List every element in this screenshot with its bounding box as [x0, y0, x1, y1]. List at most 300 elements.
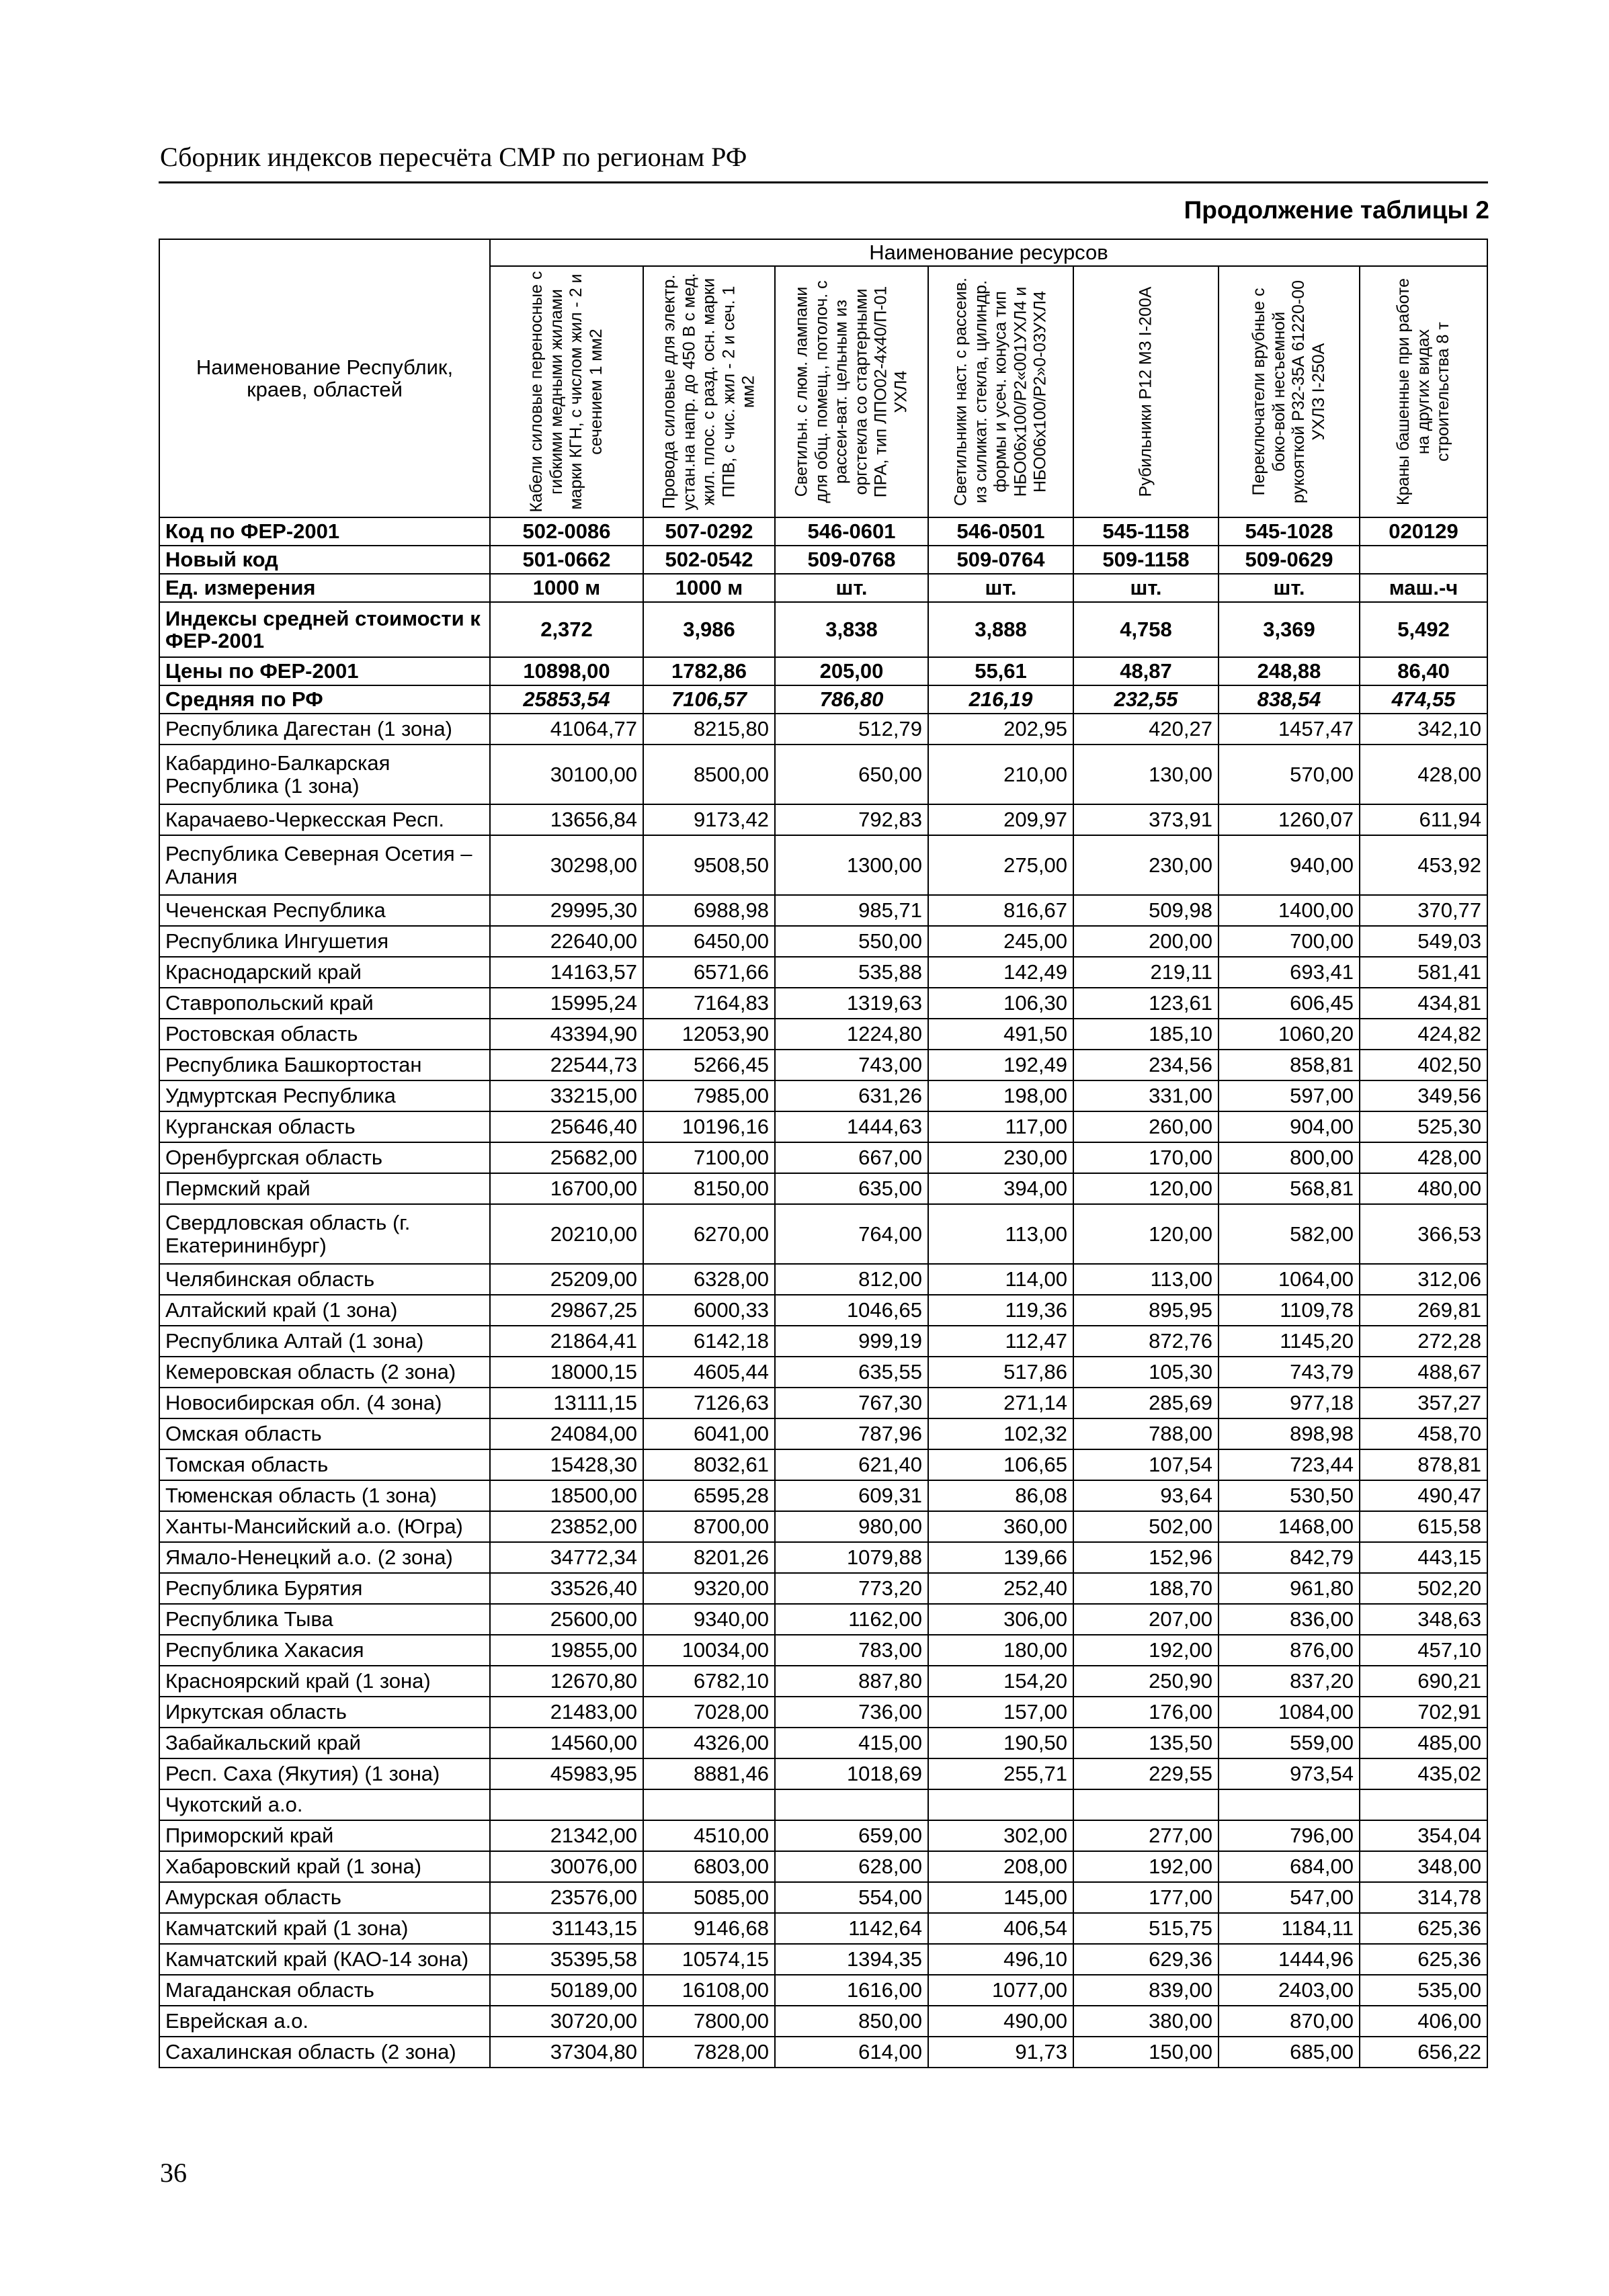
value-cell: 2403,00	[1219, 1975, 1360, 2006]
value-cell: 207,00	[1073, 1604, 1219, 1635]
value-cell: 9508,50	[643, 835, 775, 895]
value-cell: 702,91	[1360, 1697, 1487, 1728]
value-cell: 30100,00	[490, 745, 643, 804]
value-cell: 21342,00	[490, 1820, 643, 1851]
region-name: Республика Бурятия	[159, 1573, 490, 1604]
value-cell: 985,71	[775, 895, 928, 926]
value-cell: 434,81	[1360, 988, 1487, 1019]
meta-cell: 7106,57	[643, 685, 775, 714]
value-cell: 43394,90	[490, 1019, 643, 1050]
value-cell: 783,00	[775, 1635, 928, 1666]
value-cell: 5266,45	[643, 1050, 775, 1080]
value-cell: 787,96	[775, 1418, 928, 1449]
value-cell: 29867,25	[490, 1295, 643, 1326]
value-cell: 525,30	[1360, 1111, 1487, 1142]
value-cell: 7164,83	[643, 988, 775, 1019]
value-cell: 269,81	[1360, 1295, 1487, 1326]
value-cell: 18500,00	[490, 1480, 643, 1511]
region-name: Камчатский край (1 зона)	[159, 1913, 490, 1944]
value-cell: 260,00	[1073, 1111, 1219, 1142]
table-row	[159, 1697, 1487, 1728]
value-cell: 428,00	[1360, 745, 1487, 804]
region-name: Алтайский край (1 зона)	[159, 1295, 490, 1326]
value-cell: 349,56	[1360, 1080, 1487, 1111]
value-cell: 7985,00	[643, 1080, 775, 1111]
resource-column-header	[1219, 266, 1360, 517]
region-column-header: Наименование Республик, краев, областей	[159, 239, 490, 517]
resource-column-name: Светильники наст. с рассеив. из силикат. стекла, цилиндр. формы и усеч. конуса тип НБО06х100/Р2«001УХЛ4 и НБО06х100/Р2»0-03УХЛ4	[951, 278, 1050, 506]
value-cell: 6000,33	[643, 1295, 775, 1326]
value-cell: 609,31	[775, 1480, 928, 1511]
value-cell: 1162,00	[775, 1604, 928, 1635]
table-row	[159, 926, 1487, 957]
value-cell: 219,11	[1073, 957, 1219, 988]
value-cell: 850,00	[775, 2006, 928, 2037]
value-cell: 234,56	[1073, 1050, 1219, 1080]
value-cell: 876,00	[1219, 1635, 1360, 1666]
value-cell: 105,30	[1073, 1357, 1219, 1388]
value-cell: 685,00	[1219, 2037, 1360, 2068]
value-cell: 812,00	[775, 1264, 928, 1295]
value-cell: 154,20	[928, 1666, 1073, 1697]
value-cell: 21864,41	[490, 1326, 643, 1357]
value-cell: 198,00	[928, 1080, 1073, 1111]
region-name: Ставропольский край	[159, 988, 490, 1019]
page-header-title: Сборник индексов пересчёта СМР по регионам РФ	[160, 142, 747, 172]
resource-column-name: Кабели силовые переносные с гибкими медными жилами марки КГН, с числом жил - 2 и сечением 1 мм2	[527, 271, 606, 513]
table-row	[159, 895, 1487, 926]
value-cell: 24084,00	[490, 1418, 643, 1449]
value-cell: 6782,10	[643, 1666, 775, 1697]
value-cell: 559,00	[1219, 1728, 1360, 1758]
region-name: Курганская область	[159, 1111, 490, 1142]
table-row	[159, 1204, 1487, 1264]
resource-column-name: Светильн. с люм. лампами для общ. помещ., потолоч. с рассеи-ват. цельным из оргстекла со стартерными ПРА, тип ЛПО02-4х40/П-01 УХЛ4	[792, 280, 910, 503]
table-row	[159, 1635, 1487, 1666]
value-cell: 1444,63	[775, 1111, 928, 1142]
value-cell: 568,81	[1219, 1173, 1360, 1204]
value-cell: 635,55	[775, 1357, 928, 1388]
value-cell: 9173,42	[643, 804, 775, 835]
meta-cell: 1782,86	[643, 657, 775, 685]
value-cell: 792,83	[775, 804, 928, 835]
region-name: Кабардино-Балкарская Республика (1 зона)	[159, 745, 490, 804]
value-cell: 490,47	[1360, 1480, 1487, 1511]
meta-cell: 5,492	[1360, 602, 1487, 657]
meta-cell: маш.-ч	[1360, 574, 1487, 602]
value-cell: 6988,98	[643, 895, 775, 926]
value-cell: 8881,46	[643, 1758, 775, 1789]
value-cell: 458,70	[1360, 1418, 1487, 1449]
value-cell: 6450,00	[643, 926, 775, 957]
value-cell: 1319,63	[775, 988, 928, 1019]
value-cell: 496,10	[928, 1944, 1073, 1975]
table-row	[159, 714, 1487, 745]
value-cell: 120,00	[1073, 1204, 1219, 1264]
value-cell: 428,00	[1360, 1142, 1487, 1173]
value-cell: 453,92	[1360, 835, 1487, 895]
value-cell: 606,45	[1219, 988, 1360, 1019]
meta-cell: 3,986	[643, 602, 775, 657]
value-cell: 312,06	[1360, 1264, 1487, 1295]
value-cell: 872,76	[1073, 1326, 1219, 1357]
value-cell: 488,67	[1360, 1357, 1487, 1388]
value-cell: 6142,18	[643, 1326, 775, 1357]
table-row	[159, 1111, 1487, 1142]
value-cell: 1616,00	[775, 1975, 928, 2006]
value-cell: 176,00	[1073, 1697, 1219, 1728]
value-cell: 6571,66	[643, 957, 775, 988]
region-name: Ханты-Мансийский а.о. (Югра)	[159, 1511, 490, 1542]
table-row	[159, 1173, 1487, 1204]
value-cell: 23576,00	[490, 1882, 643, 1913]
table-row	[159, 1142, 1487, 1173]
value-cell: 185,10	[1073, 1019, 1219, 1050]
value-cell: 858,81	[1219, 1050, 1360, 1080]
value-cell: 275,00	[928, 835, 1073, 895]
value-cell: 402,50	[1360, 1050, 1487, 1080]
value-cell: 415,00	[775, 1728, 928, 1758]
region-name: Оренбургская область	[159, 1142, 490, 1173]
meta-cell: 3,838	[775, 602, 928, 657]
value-cell: 91,73	[928, 2037, 1073, 2068]
value-cell: 14560,00	[490, 1728, 643, 1758]
meta-cell: 546-0501	[928, 517, 1073, 546]
value-cell: 106,65	[928, 1449, 1073, 1480]
value-cell	[1073, 1789, 1219, 1820]
region-name: Приморский край	[159, 1820, 490, 1851]
value-cell: 480,00	[1360, 1173, 1487, 1204]
value-cell: 380,00	[1073, 2006, 1219, 2037]
value-cell: 723,44	[1219, 1449, 1360, 1480]
meta-cell: 509-0629	[1219, 546, 1360, 574]
value-cell: 34772,34	[490, 1542, 643, 1573]
value-cell: 145,00	[928, 1882, 1073, 1913]
value-cell: 373,91	[1073, 804, 1219, 835]
value-cell	[1360, 1789, 1487, 1820]
value-cell: 25646,40	[490, 1111, 643, 1142]
value-cell: 119,36	[928, 1295, 1073, 1326]
value-cell: 773,20	[775, 1573, 928, 1604]
value-cell: 940,00	[1219, 835, 1360, 895]
header-divider	[159, 181, 1488, 183]
value-cell: 348,00	[1360, 1851, 1487, 1882]
value-cell: 142,49	[928, 957, 1073, 988]
value-cell: 1300,00	[775, 835, 928, 895]
value-cell: 6041,00	[643, 1418, 775, 1449]
region-name: Иркутская область	[159, 1697, 490, 1728]
table-row	[159, 1604, 1487, 1635]
value-cell: 6595,28	[643, 1480, 775, 1511]
region-name: Хабаровский край (1 зона)	[159, 1851, 490, 1882]
value-cell: 4605,44	[643, 1357, 775, 1388]
meta-cell: 545-1028	[1219, 517, 1360, 546]
value-cell: 517,86	[928, 1357, 1073, 1388]
meta-row	[159, 602, 1487, 657]
value-cell: 342,10	[1360, 714, 1487, 745]
region-name: Ямало-Ненецкий а.о. (2 зона)	[159, 1542, 490, 1573]
meta-cell: 474,55	[1360, 685, 1487, 714]
value-cell	[643, 1789, 775, 1820]
value-cell: 406,00	[1360, 2006, 1487, 2037]
meta-row-label: Средняя по РФ	[159, 685, 490, 714]
region-name: Амурская область	[159, 1882, 490, 1913]
value-cell: 357,27	[1360, 1388, 1487, 1418]
value-cell: 16108,00	[643, 1975, 775, 2006]
value-cell: 10574,15	[643, 1944, 775, 1975]
value-cell: 1064,00	[1219, 1264, 1360, 1295]
region-name: Свердловская область (г. Екатерининбург)	[159, 1204, 490, 1264]
meta-cell: 1000 м	[490, 574, 643, 602]
value-cell: 20210,00	[490, 1204, 643, 1264]
value-cell: 35395,58	[490, 1944, 643, 1975]
value-cell: 485,00	[1360, 1728, 1487, 1758]
table-row	[159, 1511, 1487, 1542]
table-row	[159, 1295, 1487, 1326]
value-cell: 582,00	[1219, 1204, 1360, 1264]
value-cell: 615,58	[1360, 1511, 1487, 1542]
region-name: Челябинская область	[159, 1264, 490, 1295]
value-cell: 230,00	[1073, 835, 1219, 895]
value-cell: 406,54	[928, 1913, 1073, 1944]
table-row	[159, 1573, 1487, 1604]
value-cell: 41064,77	[490, 714, 643, 745]
value-cell: 4326,00	[643, 1728, 775, 1758]
meta-row-label: Ед. измерения	[159, 574, 490, 602]
value-cell: 302,00	[928, 1820, 1073, 1851]
value-cell: 117,00	[928, 1111, 1073, 1142]
value-cell: 1400,00	[1219, 895, 1360, 926]
table-row	[159, 1851, 1487, 1882]
table-row	[159, 1449, 1487, 1480]
value-cell: 515,75	[1073, 1913, 1219, 1944]
table-row	[159, 1542, 1487, 1573]
value-cell: 512,79	[775, 714, 928, 745]
value-cell: 18000,15	[490, 1357, 643, 1388]
region-name: Томская область	[159, 1449, 490, 1480]
meta-cell: 509-0768	[775, 546, 928, 574]
value-cell: 420,27	[1073, 714, 1219, 745]
value-cell: 635,00	[775, 1173, 928, 1204]
meta-cell: 10898,00	[490, 657, 643, 685]
value-cell: 1457,47	[1219, 714, 1360, 745]
value-cell: 8032,61	[643, 1449, 775, 1480]
value-cell: 45983,95	[490, 1758, 643, 1789]
region-name: Республика Северная Осетия – Алания	[159, 835, 490, 895]
value-cell: 25209,00	[490, 1264, 643, 1295]
region-name: Сахалинская область (2 зона)	[159, 2037, 490, 2068]
value-cell: 1142,64	[775, 1913, 928, 1944]
resource-column-header	[1360, 266, 1487, 517]
value-cell: 6328,00	[643, 1264, 775, 1295]
value-cell: 581,41	[1360, 957, 1487, 988]
value-cell: 15428,30	[490, 1449, 643, 1480]
value-cell: 170,00	[1073, 1142, 1219, 1173]
value-cell: 10034,00	[643, 1635, 775, 1666]
value-cell: 8215,80	[643, 714, 775, 745]
value-cell: 16700,00	[490, 1173, 643, 1204]
value-cell: 629,36	[1073, 1944, 1219, 1975]
table-row	[159, 1913, 1487, 1944]
region-name: Республика Дагестан (1 зона)	[159, 714, 490, 745]
value-cell: 1224,80	[775, 1019, 928, 1050]
table-row	[159, 1758, 1487, 1789]
value-cell: 230,00	[928, 1142, 1073, 1173]
value-cell: 796,00	[1219, 1820, 1360, 1851]
meta-cell: шт.	[775, 574, 928, 602]
value-cell: 1468,00	[1219, 1511, 1360, 1542]
value-cell: 1184,11	[1219, 1913, 1360, 1944]
region-name: Республика Башкортостан	[159, 1050, 490, 1080]
value-cell: 9340,00	[643, 1604, 775, 1635]
value-cell: 245,00	[928, 926, 1073, 957]
value-cell: 157,00	[928, 1697, 1073, 1728]
value-cell: 842,79	[1219, 1542, 1360, 1573]
meta-cell: 546-0601	[775, 517, 928, 546]
resource-column-name: Краны башенные при работе на других видах строительства 8 т	[1393, 278, 1452, 506]
value-cell: 7828,00	[643, 2037, 775, 2068]
value-cell: 530,50	[1219, 1480, 1360, 1511]
meta-cell: 509-0764	[928, 546, 1073, 574]
table-row	[159, 1789, 1487, 1820]
meta-row	[159, 574, 1487, 602]
value-cell: 1079,88	[775, 1542, 928, 1573]
value-cell: 209,97	[928, 804, 1073, 835]
value-cell: 1260,07	[1219, 804, 1360, 835]
value-cell: 113,00	[928, 1204, 1073, 1264]
value-cell: 8700,00	[643, 1511, 775, 1542]
table-header-row	[159, 239, 1487, 266]
meta-cell: 838,54	[1219, 685, 1360, 714]
table-row	[159, 957, 1487, 988]
resource-column-name: Переключатели врубные с боко-вой несъемной рукояткой Р32-35А 61220-00 УХЛЗ I-250А	[1249, 280, 1328, 504]
table-row	[159, 1480, 1487, 1511]
value-cell: 690,21	[1360, 1666, 1487, 1697]
meta-cell: 25853,54	[490, 685, 643, 714]
table-row	[159, 1944, 1487, 1975]
value-cell: 667,00	[775, 1142, 928, 1173]
value-cell: 1145,20	[1219, 1326, 1360, 1357]
resources-group-header: Наименование ресурсов	[490, 239, 1487, 266]
value-cell: 15995,24	[490, 988, 643, 1019]
value-cell: 252,40	[928, 1573, 1073, 1604]
table-row	[159, 1975, 1487, 2006]
value-cell: 1046,65	[775, 1295, 928, 1326]
value-cell: 93,64	[1073, 1480, 1219, 1511]
meta-cell: 3,369	[1219, 602, 1360, 657]
value-cell: 764,00	[775, 1204, 928, 1264]
value-cell: 836,00	[1219, 1604, 1360, 1635]
table-row	[159, 1019, 1487, 1050]
value-cell: 614,00	[775, 2037, 928, 2068]
region-name: Камчатский край (КАО-14 зона)	[159, 1944, 490, 1975]
value-cell: 736,00	[775, 1697, 928, 1728]
value-cell: 22640,00	[490, 926, 643, 957]
value-cell: 112,47	[928, 1326, 1073, 1357]
meta-cell: 501-0662	[490, 546, 643, 574]
meta-cell	[1360, 546, 1487, 574]
value-cell: 210,00	[928, 745, 1073, 804]
value-cell: 631,26	[775, 1080, 928, 1111]
value-cell: 8201,26	[643, 1542, 775, 1573]
value-cell: 6803,00	[643, 1851, 775, 1882]
meta-row	[159, 657, 1487, 685]
value-cell: 1018,69	[775, 1758, 928, 1789]
resource-column-header	[775, 266, 928, 517]
meta-cell: 86,40	[1360, 657, 1487, 685]
value-cell: 306,00	[928, 1604, 1073, 1635]
value-cell: 625,36	[1360, 1944, 1487, 1975]
region-name: Краснодарский край	[159, 957, 490, 988]
meta-row-label: Новый код	[159, 546, 490, 574]
value-cell	[775, 1789, 928, 1820]
region-name: Магаданская область	[159, 1975, 490, 2006]
meta-cell: 48,87	[1073, 657, 1219, 685]
value-cell: 360,00	[928, 1511, 1073, 1542]
meta-row	[159, 546, 1487, 574]
value-cell: 50189,00	[490, 1975, 643, 2006]
region-name: Красноярский край (1 зона)	[159, 1666, 490, 1697]
value-cell: 192,00	[1073, 1851, 1219, 1882]
value-cell: 13656,84	[490, 804, 643, 835]
value-cell: 107,54	[1073, 1449, 1219, 1480]
value-cell: 8500,00	[643, 745, 775, 804]
value-cell: 348,63	[1360, 1604, 1487, 1635]
meta-cell: 1000 м	[643, 574, 775, 602]
table-row	[159, 1080, 1487, 1111]
value-cell: 509,98	[1073, 895, 1219, 926]
value-cell: 898,98	[1219, 1418, 1360, 1449]
value-cell: 250,90	[1073, 1666, 1219, 1697]
meta-cell: шт.	[928, 574, 1073, 602]
value-cell: 659,00	[775, 1820, 928, 1851]
value-cell: 30076,00	[490, 1851, 643, 1882]
value-cell: 1084,00	[1219, 1697, 1360, 1728]
value-cell	[1219, 1789, 1360, 1820]
value-cell: 30298,00	[490, 835, 643, 895]
value-cell: 394,00	[928, 1173, 1073, 1204]
table-row	[159, 1882, 1487, 1913]
value-cell: 188,70	[1073, 1573, 1219, 1604]
resource-index-table	[159, 239, 1488, 2068]
value-cell: 285,69	[1073, 1388, 1219, 1418]
value-cell: 1060,20	[1219, 1019, 1360, 1050]
value-cell: 628,00	[775, 1851, 928, 1882]
table-row	[159, 2037, 1487, 2068]
meta-cell: 4,758	[1073, 602, 1219, 657]
value-cell: 6270,00	[643, 1204, 775, 1264]
value-cell: 743,79	[1219, 1357, 1360, 1388]
value-cell: 19855,00	[490, 1635, 643, 1666]
value-cell: 331,00	[1073, 1080, 1219, 1111]
value-cell: 980,00	[775, 1511, 928, 1542]
value-cell: 961,80	[1219, 1573, 1360, 1604]
value-cell: 33526,40	[490, 1573, 643, 1604]
table-row	[159, 1820, 1487, 1851]
meta-cell: 248,88	[1219, 657, 1360, 685]
value-cell: 887,80	[775, 1666, 928, 1697]
value-cell: 13111,15	[490, 1388, 643, 1418]
value-cell: 177,00	[1073, 1882, 1219, 1913]
meta-cell: шт.	[1219, 574, 1360, 602]
value-cell: 700,00	[1219, 926, 1360, 957]
value-cell: 457,10	[1360, 1635, 1487, 1666]
value-cell: 180,00	[928, 1635, 1073, 1666]
value-cell: 8150,00	[643, 1173, 775, 1204]
value-cell: 113,00	[1073, 1264, 1219, 1295]
value-cell: 12670,80	[490, 1666, 643, 1697]
region-name: Омская область	[159, 1418, 490, 1449]
